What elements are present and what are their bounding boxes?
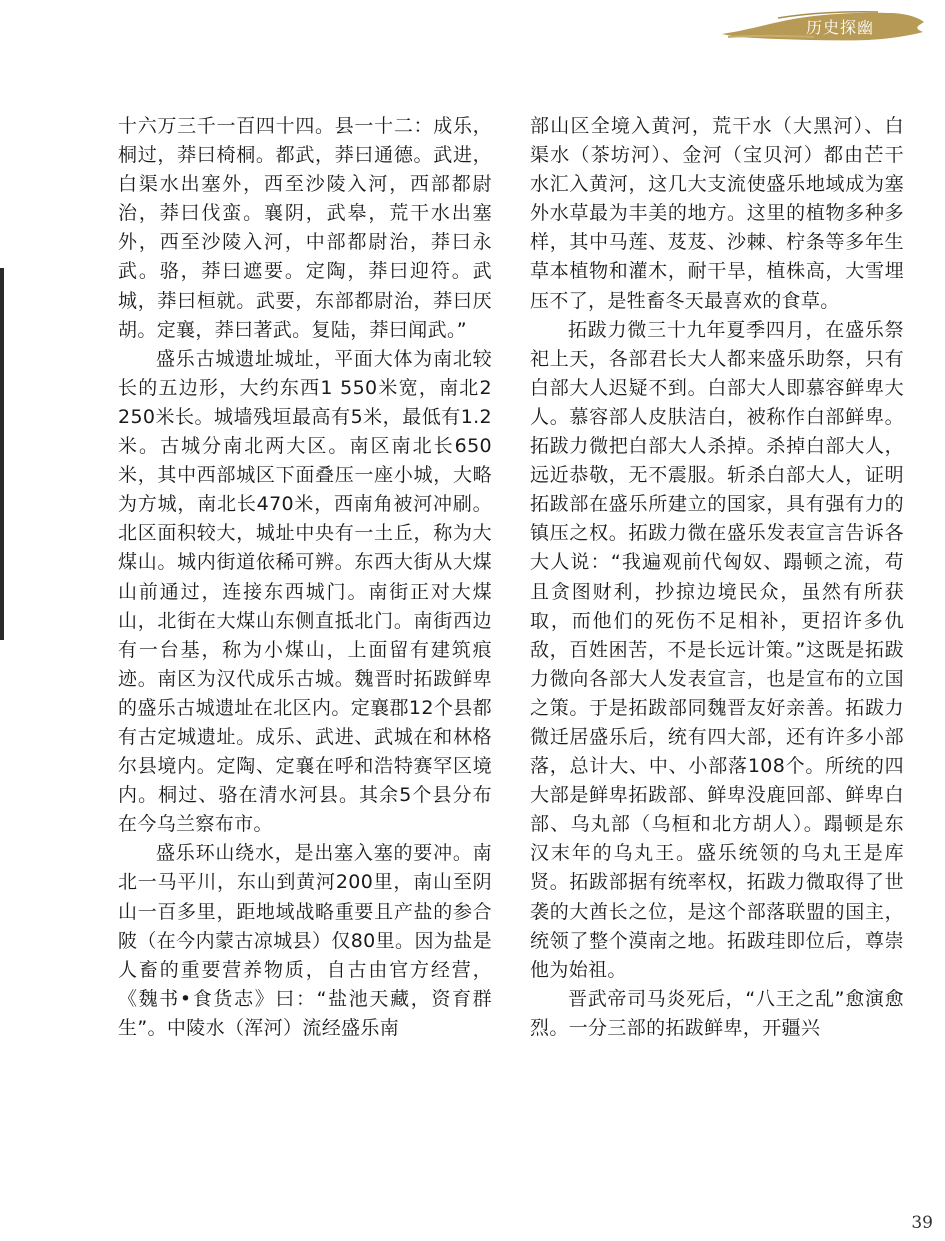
paragraph: 盛乐古城遗址城址，平面大体为南北较长的五边形，大约东西1 550米宽，南北2 250米长。城墙残垣最高有5米，最低有1.2米。古城分南北两大区。南区南北长650米，其中西部城区下面叠压一座小城，大略为方城，南北长470米，西南角被河冲刷。北区面积较大，城址中央有一土丘，称为大煤山。城内街道依稀可辨。东西大街从大煤山前通过，连接东西城门。南街正对大煤山，北街在大煤山东侧直抵北门。南街西边有一台基，称为小煤山，上面留有建筑痕迹。南区为汉代成乐古城。魏晋时拓跋鲜卑的盛乐古城遗址在北区内。定襄郡12个县都有古定城遗址。成乐、武进、武城在和林格尔县境内。定陶、定襄在呼和浩特赛罕区境内。桐过、骆在清水河县。其余5个县分布在今乌兰察布市。: [118, 347, 492, 836]
margin-bar: [0, 268, 4, 640]
page-number: 39: [911, 1213, 933, 1233]
paragraph: 拓跋力微三十九年夏季四月，在盛乐祭祀上天，各部君长大人都来盛乐助祭，只有白部大人迟疑不到。白部大人即慕容鲜卑大人。慕容部人皮肤洁白，被称作白部鲜卑。拓跋力微把白部大人杀掉。杀掉白部大人，远近恭敬，无不震服。斩杀白部大人，证明拓跋部在盛乐所建立的国家，具有强有力的镇压之权。拓跋力微在盛乐发表宣言告诉各大人说：“我遍观前代匈奴、蹋顿之流，苟且贪图财利，抄掠边境民众，虽然有所获取，而他们的死伤不足相补，更招许多仇敌，百姓困苦，不是长远计策。”这既是拓跋力微向各部大人发表宣言，也是宣布的立国之策。于是拓跋部同魏晋友好亲善。拓跋力微迁居盛乐后，统有四大部，还有许多小部落，总计大、中、小部落108个。所统的四大部是鲜卑拓跋部、鲜卑没鹿回部、鲜卑白部、乌丸部（乌桓和北方胡人）。蹋顿是东汉末年的乌丸王。盛乐统领的乌丸王是库贤。拓跋部据有统率权，拓跋力微取得了世袭的大酋长之位，是这个部落联盟的国主，统领了整个漠南之地。拓跋珪即位后，尊崇他为始祖。: [530, 318, 904, 981]
left-column: [118, 112, 492, 1043]
section-label: 历史探幽: [806, 18, 875, 37]
paragraph: 部山区全境入黄河，荒干水（大黑河）、白渠水（茶坊河）、金河（宝贝河）都由芒干水汇入黄河，这几大支流使盛乐地域成为塞外水草最为丰美的地方。这里的植物多种多样，其中马莲、芨芨、沙棘、柠条等多年生草本植物和灌木，耐干旱，植株高，大雪埋压不了，是牲畜冬天最喜欢的食草。: [530, 115, 904, 312]
section-tag: [718, 4, 928, 48]
paragraph: 盛乐环山绕水，是出塞入塞的要冲。南北一马平川，东山到黄河200里，南山至阴山一百多里，距地域战略重要且产盐的参合陂（在今内蒙古凉城县）仅80里。因为盐是人畜的重要营养物质，自古由官方经营，《魏书•食货志》曰：“盐池天藏，资育群生”。中陵水（浑河）流经盛乐南: [118, 842, 492, 1039]
paragraph: 十六万三千一百四十四。县一十二：成乐，桐过，莽曰椅桐。都武，莽曰通德。武进，白渠水出塞外，西至沙陵入河，西部都尉治，莽曰伐蛮。襄阴，武皋，荒干水出塞外，西至沙陵入河，中部都尉治，莽曰永武。骆，莽曰遮要。定陶，莽曰迎符。武城，莽曰桓就。武要，东部都尉治，莽曰厌胡。定襄，莽曰著武。复陆，莽曰闻武。”: [118, 115, 492, 341]
paragraph: 晋武帝司马炎死后，“八王之乱”愈演愈烈。一分三部的拓跋鲜卑，开疆兴: [530, 987, 904, 1039]
right-column: [530, 112, 904, 1043]
